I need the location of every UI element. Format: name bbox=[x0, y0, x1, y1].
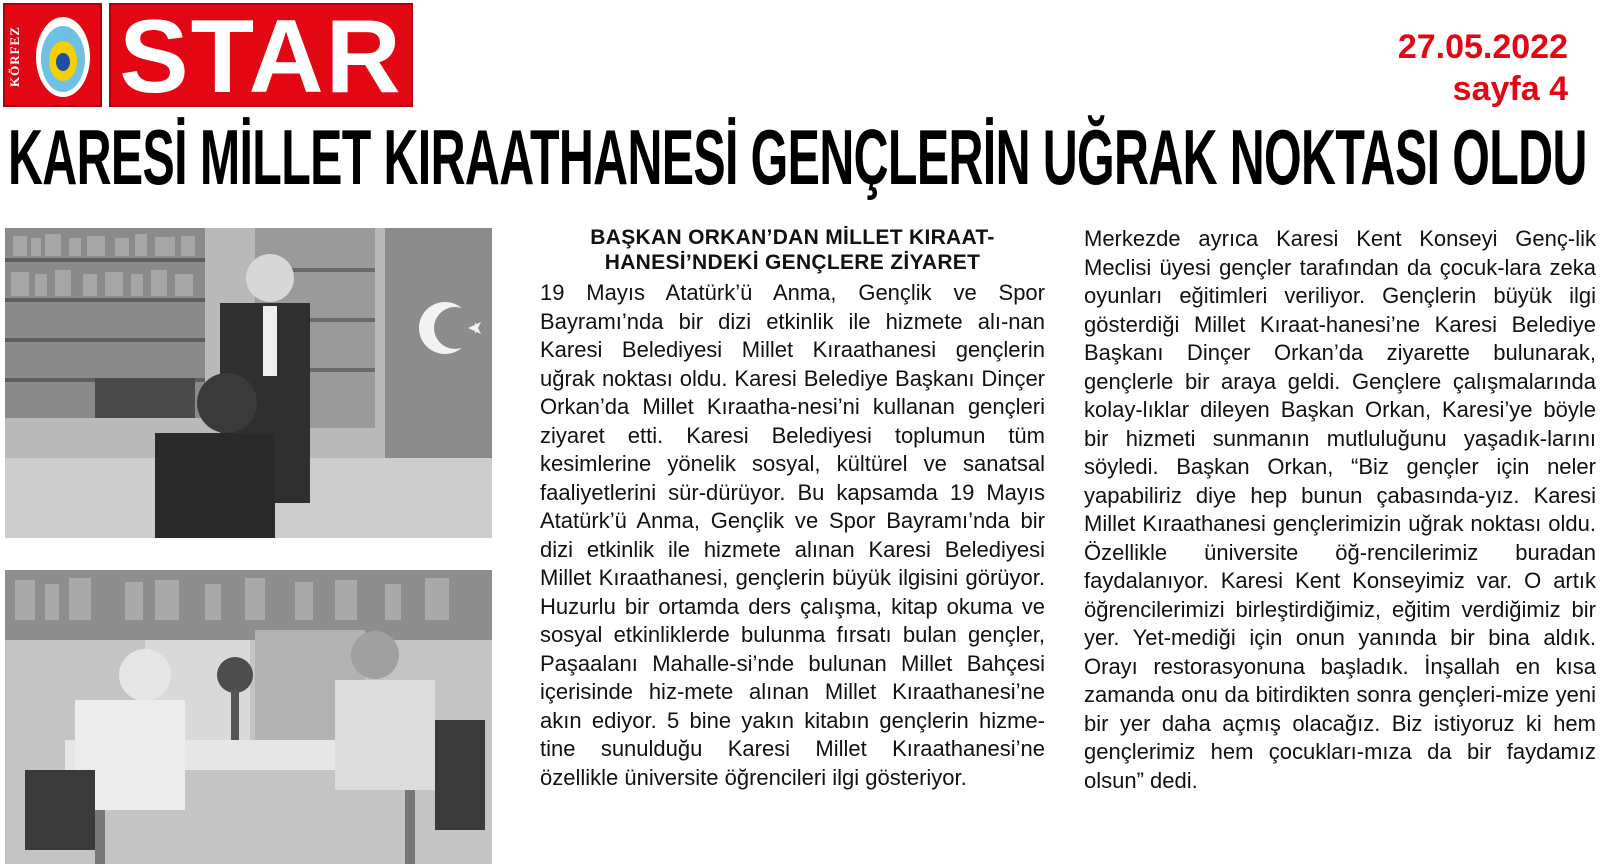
newspaper-title: STAR bbox=[119, 0, 403, 115]
article-body-column-1: 19 Mayıs Atatürk’ü Anma, Gençlik ve Spor Bayramı’nda bir dizi etkinlik ile hizmete alı-nan Karesi Belediyesi Millet Kıraathanesi gençlerin uğrak noktası oldu. Karesi Belediye Başkanı Dinçer Orkan’da Millet Kıraatha-nesi’ni kullanan gençleri ziyaret etti. Karesi Belediyesi toplumun tüm kesimlerine yönelik sosyal, kültürel ve sanatsal faaliyetlerini sür-dürüyor. Bu kapsamda 19 Mayıs Atatürk’ü Anma, Gençlik ve Spor Bayramı’nda bir dizi etkinlik ile hizmete alınan Karesi Belediyesi Millet Kıraathanesi, gençlerin büyük ilgisini görüyor. Huzurlu bir ortamda ders çalışma, kitap okuma ve sosyal etkinliklerde bulunma fırsatı bulan gençler, Paşaalanı Mahalle-si’nde bulunan Millet Bahçesi içerisinde hiz-mete alınan Millet Kıraathanesi’ne akın ediyor. 5 bine yakın kitabın gençlerin hizme-tine sunulduğu Karesi Millet Kıraathanesi’ne özellikle üniversite öğrencileri ilgi gösteriyor. bbox=[540, 280, 1045, 790]
article-column-1 bbox=[540, 225, 1045, 792]
article-body-column-2: Merkezde ayrıca Karesi Kent Konseyi Genç-lik Meclisi üyesi gençler tarafından da çocuk-lara zeka oyunları eğitimleri veriliyor. Gençlerin büyük ilgi gösterdiği Millet Kıraat-hanesi’ne Karesi Belediye Başkanı Dinçer Orkan’da ziyarette bulunarak, gençlerle bir araya geldi. Gençlere çalışmalarında kolay-lıklar dileyen Başkan Orkan, Karesi’ye böyle bir hizmeti sunmanın mutluluğunu yaşadık-larını söyledi. Başkan Orkan, “Biz gençler için neler yapabiliriz diye hep bunun çabasında-yız. Karesi Millet Kıraathanesi gençlerimizin uğrak noktası oldu. Özellikle üniversite öğ-rencilerimiz buradan faydalanıyor. Karesi Kent Konseyimiz var. O artık öğrencilerimizi birleştirdiğimiz, eğitim verdiğimiz bir yer. Yet-mediği için onun yanında bir bina aldık. Orayı restorasyonuna başladık. İnşallah en kısa zamanda onu da bitirdikten sonra gençleri-mize yeni bir yer daha açmış olacağız. Biz istiyoruz ki hem gençlerimiz hem çocukları-mıza da bir faydamız olsun” dedi. bbox=[1084, 226, 1596, 793]
issue-page: sayfa 4 bbox=[1452, 70, 1568, 108]
article-subhead: BAŞKAN ORKAN’DAN MİLLET KIRAAT-HANESİ’NDEKİ GENÇLERE ZİYARET bbox=[590, 226, 995, 274]
photo-study-hall bbox=[5, 570, 492, 864]
article-headline: KARESİ MİLLET KIRAATHANESİ GENÇLERİN UĞRAK NOKTASI OLDU bbox=[8, 113, 1587, 201]
study-hall-image bbox=[5, 570, 492, 864]
article-column-2 bbox=[1084, 225, 1596, 795]
egg-logo-icon bbox=[35, 15, 91, 99]
masthead bbox=[3, 0, 413, 115]
issue-date: 27.05.2022 bbox=[1397, 28, 1568, 66]
korfez-label: KÖRFEZ bbox=[7, 26, 22, 88]
library-visit-image bbox=[5, 228, 492, 538]
photo-mayor-visit bbox=[5, 228, 492, 538]
star-masthead-box bbox=[109, 0, 413, 115]
korfez-logo-badge bbox=[3, 3, 102, 107]
